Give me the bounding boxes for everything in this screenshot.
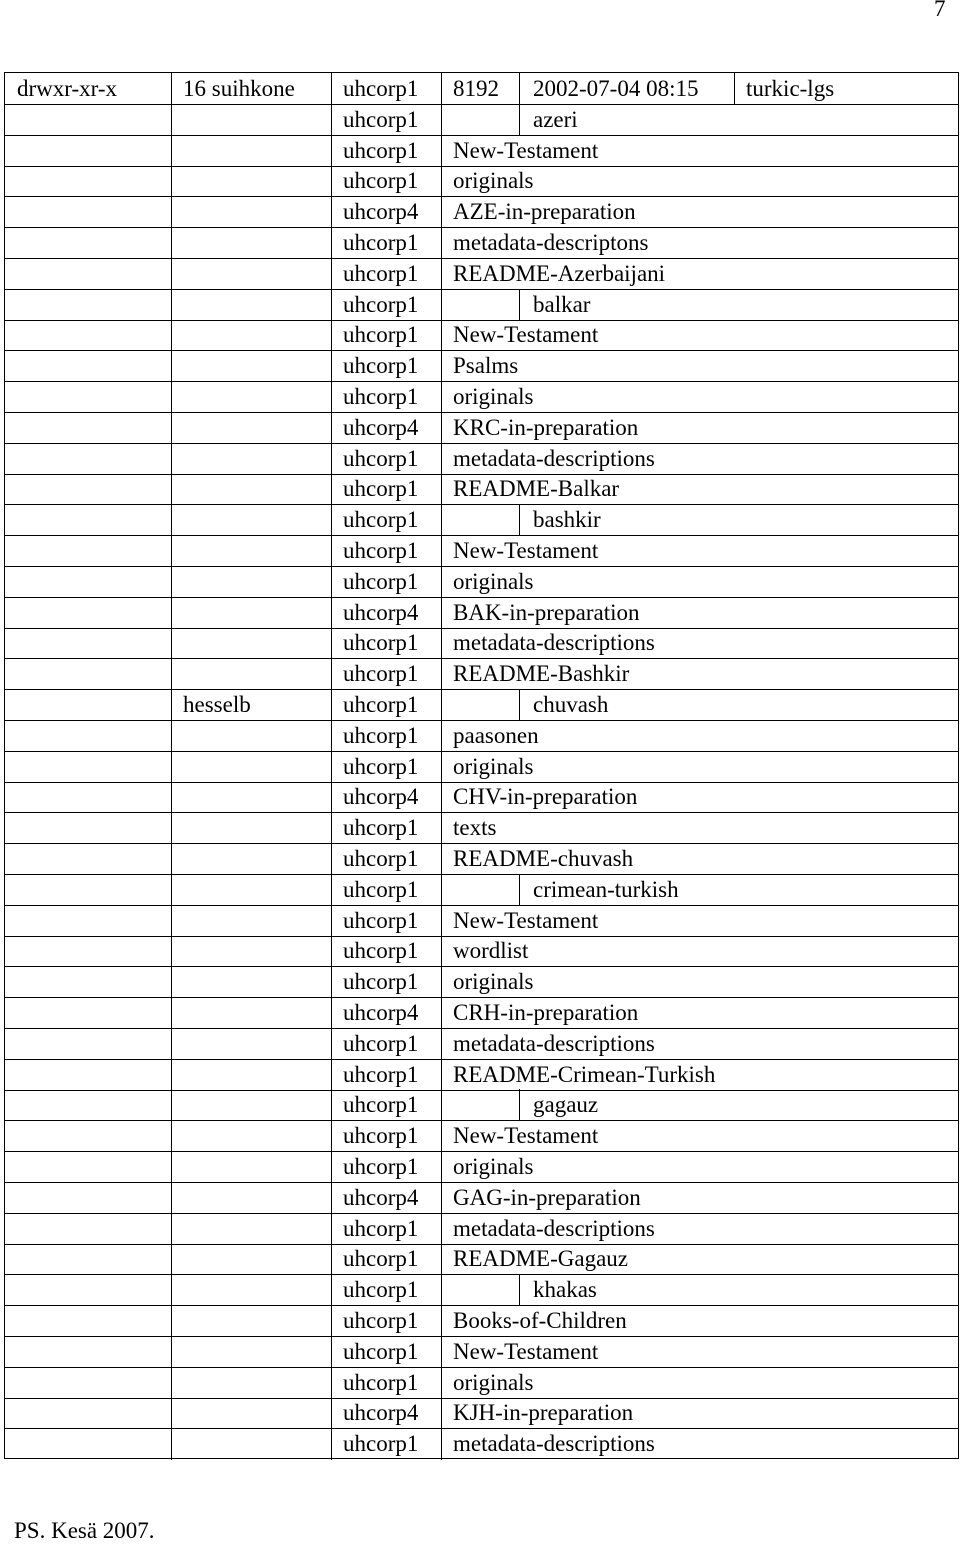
file-name-cell: CHV-in-preparation [453,784,638,810]
file-name-cell: README-Balkar [453,476,620,502]
table-row [5,1089,958,1120]
file-name-cell: wordlist [453,938,529,964]
column-divider-3 [441,73,442,1460]
table-row [5,135,958,166]
directory-name-cell: bashkir [533,507,601,533]
file-name-cell: New-Testament [453,1123,599,1149]
file-name-cell: metadata-descriptions [453,630,655,656]
file-name-cell: README-Bashkir [453,661,630,687]
file-name-cell: GAG-in-preparation [453,1184,641,1210]
directory-name-cell: balkar [533,291,591,317]
group-cell: uhcorp4 [343,199,419,225]
file-name-cell: New-Testament [453,538,599,563]
table-row-header [5,73,958,104]
table-row [5,1428,958,1459]
column-divider-4 [519,73,520,104]
table-row [5,504,958,535]
group-cell: uhcorp1 [343,907,419,933]
directory-name-cell: khakas [533,1277,597,1303]
group-cell: uhcorp1 [343,1030,419,1056]
group-cell: uhcorp1 [343,353,419,379]
file-name-cell: New-Testament [453,137,599,163]
table-row [5,1305,958,1336]
group-cell: uhcorp1 [343,106,419,132]
date-cell: 2002-07-04 08:15 [533,76,699,101]
group-cell: uhcorp1 [343,322,419,348]
file-name-cell: AZE-in-preparation [453,199,636,225]
table-row [5,935,958,966]
directory-listing-table [4,72,959,1459]
file-name-cell: originals [453,168,534,194]
directory-column-divider [519,104,520,135]
file-name-cell: metadata-descriptions [453,1215,655,1241]
file-name-cell: originals [453,1154,534,1179]
directory-name-cell: gagauz [533,1092,599,1118]
file-name-cell: texts [453,815,497,841]
table-row [5,1028,958,1059]
group-cell: uhcorp1 [343,1338,419,1364]
directory-column-divider [519,689,520,720]
directory-column-divider [519,1274,520,1305]
group-cell: uhcorp1 [343,568,419,594]
table-row [5,997,958,1028]
group-cell: uhcorp1 [343,230,419,255]
group-cell: uhcorp1 [343,630,419,656]
table-row [5,535,958,566]
group-cell: uhcorp1 [343,538,419,563]
file-name-cell: originals [453,568,534,594]
table-row [5,751,958,782]
owner-cell: hesselb [183,692,251,717]
directory-name-cell: crimean-turkish [533,876,679,902]
group-cell: uhcorp1 [343,76,419,101]
group-cell: uhcorp1 [343,846,419,871]
group-cell: uhcorp1 [343,1123,419,1149]
table-row [5,1274,958,1305]
table-row [5,905,958,936]
group-cell: uhcorp1 [343,815,419,841]
table-row [5,1151,958,1182]
group-cell: uhcorp1 [343,1246,419,1272]
group-cell: uhcorp1 [343,661,419,687]
file-name-cell: metadata-descriptons [453,230,649,255]
group-cell: uhcorp1 [343,384,419,409]
column-divider-2 [331,73,332,1460]
file-name-cell: CRH-in-preparation [453,1000,639,1025]
table-row [5,443,958,474]
table-row [5,350,958,381]
table-row [5,412,958,443]
footer-text: PS. Kesä 2007. [14,1518,155,1543]
file-name-cell: metadata-descriptions [453,445,655,471]
directory-column-divider [519,1089,520,1120]
table-row [5,289,958,320]
file-name-cell: metadata-descriptions [453,1030,655,1056]
group-cell: uhcorp1 [343,291,419,317]
table-row [5,720,958,751]
file-name-cell: Psalms [453,353,519,379]
group-cell: uhcorp4 [343,1000,419,1025]
directory-name-cell: chuvash [533,692,609,717]
group-cell: uhcorp1 [343,1092,419,1118]
group-cell: uhcorp1 [343,445,419,471]
file-name-cell: README-Gagauz [453,1246,629,1272]
group-cell: uhcorp1 [343,692,419,717]
group-cell: uhcorp4 [343,1184,419,1210]
file-name-cell: originals [453,1369,534,1395]
permissions-cell: drwxr-xr-x [17,76,117,101]
table-row [5,381,958,412]
name-cell: turkic-lgs [746,76,835,101]
table-row [5,319,958,350]
directory-name-cell: azeri [533,106,578,132]
file-name-cell: New-Testament [453,322,599,348]
group-cell: uhcorp1 [343,753,419,779]
group-cell: uhcorp1 [343,1061,419,1087]
table-row [5,1059,958,1090]
table-row [5,874,958,905]
group-cell: uhcorp1 [343,722,419,748]
column-divider-1 [171,73,172,1460]
group-cell: uhcorp1 [343,1431,419,1457]
table-row [5,227,958,258]
table-row [5,597,958,628]
directory-column-divider [519,289,520,320]
file-name-cell: metadata-descriptions [453,1431,655,1457]
table-row [5,1120,958,1151]
group-cell: uhcorp1 [343,260,419,286]
table-row [5,1182,958,1213]
group-cell: uhcorp1 [343,969,419,995]
table-row [5,1243,958,1274]
table-row [5,843,958,874]
table-row [5,1397,958,1428]
group-cell: uhcorp4 [343,1400,419,1426]
table-row [5,258,958,289]
table-row [5,1367,958,1398]
group-cell: uhcorp1 [343,168,419,194]
table-row [5,781,958,812]
file-name-cell: README-chuvash [453,846,634,871]
file-name-cell: paasonen [453,722,539,748]
group-cell: uhcorp1 [343,1215,419,1241]
file-name-cell: originals [453,969,534,995]
group-cell: uhcorp4 [343,784,419,810]
directory-column-divider [519,504,520,535]
file-name-cell: Books-of-Children [453,1308,627,1333]
table-row [5,1336,958,1367]
file-name-cell: originals [453,753,534,779]
table-row [5,566,958,597]
group-cell: uhcorp4 [343,414,419,440]
links-owner-cell: 16 suihkone [183,76,295,101]
directory-column-divider [519,874,520,905]
group-cell: uhcorp1 [343,1154,419,1179]
table-row [5,627,958,658]
table-row [5,104,958,135]
table-row [5,473,958,504]
group-cell: uhcorp1 [343,1277,419,1303]
table-row [5,1213,958,1244]
file-name-cell: New-Testament [453,907,599,933]
file-name-cell: KRC-in-preparation [453,414,639,440]
group-cell: uhcorp1 [343,507,419,533]
table-row [5,966,958,997]
group-cell: uhcorp1 [343,476,419,502]
group-cell: uhcorp4 [343,599,419,625]
group-cell: uhcorp1 [343,876,419,902]
table-row [5,689,958,720]
group-cell: uhcorp1 [343,938,419,964]
group-cell: uhcorp1 [343,137,419,163]
group-cell: uhcorp1 [343,1369,419,1395]
file-name-cell: originals [453,384,534,409]
table-row [5,812,958,843]
table-row [5,165,958,196]
page-number: 7 [934,0,946,21]
size-cell: 8192 [453,76,499,101]
file-name-cell: README-Azerbaijani [453,260,666,286]
file-name-cell: New-Testament [453,1338,599,1364]
column-divider-5 [734,73,735,104]
group-cell: uhcorp1 [343,1308,419,1333]
file-name-cell: BAK-in-preparation [453,599,640,625]
table-row [5,196,958,227]
table-row [5,658,958,689]
file-name-cell: README-Crimean-Turkish [453,1061,716,1087]
file-name-cell: KJH-in-preparation [453,1400,634,1426]
